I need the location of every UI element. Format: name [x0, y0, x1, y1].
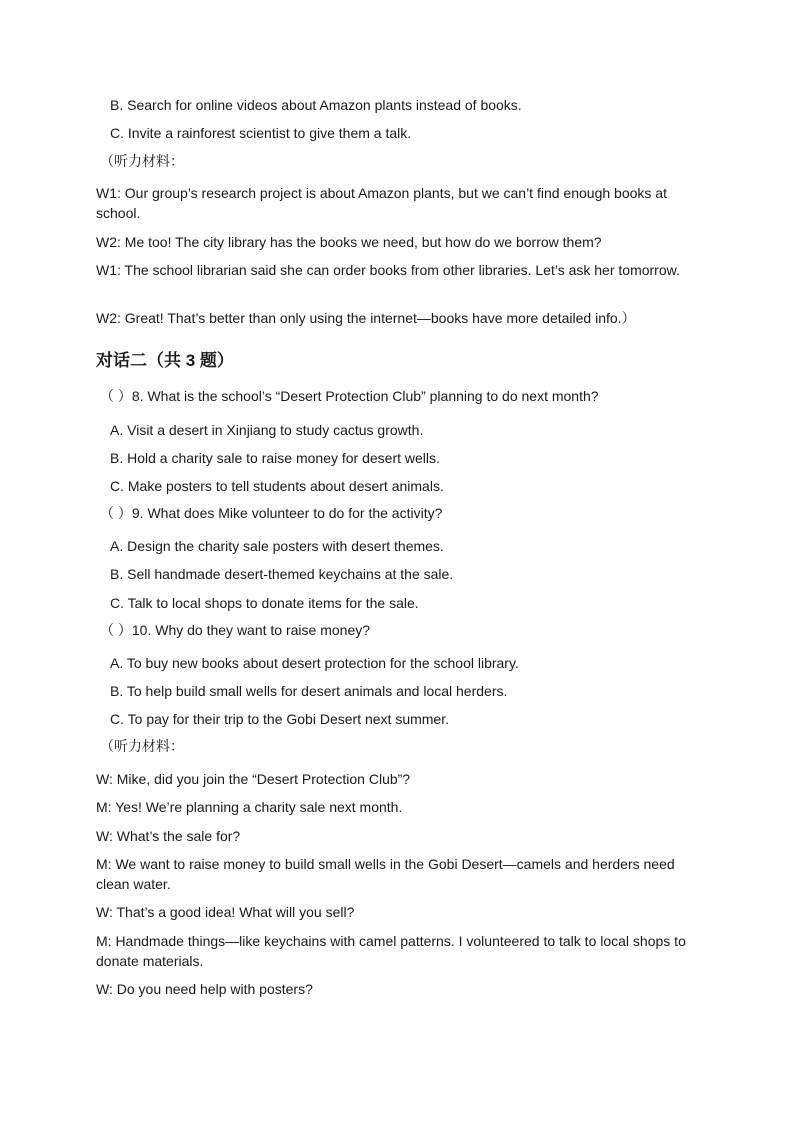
- script-line: M: We want to raise money to build small wells in the Gobi Desert—camels and herders need clean water.: [96, 856, 675, 892]
- question-10-option-c: C. To pay for their trip to the Gobi Desert next summer.: [110, 711, 449, 727]
- question-9-option-a: A. Design the charity sale posters with desert themes.: [110, 538, 444, 554]
- question-8: （ ）8. What is the school’s “Desert Protection Club” planning to do next month?: [100, 388, 599, 404]
- script-line: M: Yes! We’re planning a charity sale next month.: [96, 799, 403, 815]
- script-line: W1: The school librarian said she can order books from other libraries. Let’s ask her tomorrow.: [96, 262, 680, 278]
- option-b: B. Search for online videos about Amazon plants instead of books.: [110, 97, 522, 113]
- question-8-option-b: B. Hold a charity sale to raise money for desert wells.: [110, 450, 440, 466]
- question-9-option-b: B. Sell handmade desert-themed keychains at the sale.: [110, 566, 454, 582]
- question-8-option-c: C. Make posters to tell students about desert animals.: [110, 478, 444, 494]
- question-10-option-b: B. To help build small wells for desert animals and local herders.: [110, 683, 508, 699]
- question-8-option-a: A. Visit a desert in Xinjiang to study cactus growth.: [110, 422, 424, 438]
- script-line: W2: Me too! The city library has the books we need, but how do we borrow them?: [96, 234, 602, 250]
- script-line: M: Handmade things—like keychains with camel patterns. I volunteered to talk to local shops to donate materials.: [96, 933, 686, 969]
- script-line: W: Do you need help with posters?: [96, 981, 313, 997]
- script-line: W: Mike, did you join the “Desert Protection Club”?: [96, 771, 411, 787]
- listening-material-label: （听力材料：: [100, 738, 184, 754]
- question-9: （ ）9. What does Mike volunteer to do for the activity?: [100, 505, 443, 521]
- question-10: （ ）10. Why do they want to raise money?: [100, 622, 371, 638]
- script-line: W1: Our group’s research project is about Amazon plants, but we can’t find enough books at school.: [96, 185, 667, 221]
- script-line: W2: Great! That’s better than only using the internet—books have more detailed info.）: [96, 310, 636, 326]
- section-heading: 对话二（共 3 题）: [96, 351, 234, 370]
- script-line: W: That’s a good idea! What will you sell?: [96, 904, 355, 920]
- script-line: W: What’s the sale for?: [96, 828, 241, 844]
- question-10-option-a: A. To buy new books about desert protection for the school library.: [110, 655, 519, 671]
- option-c: C. Invite a rainforest scientist to give them a talk.: [110, 125, 412, 141]
- question-9-option-c: C. Talk to local shops to donate items for the sale.: [110, 595, 419, 611]
- listening-material-label: （听力材料：: [100, 153, 184, 169]
